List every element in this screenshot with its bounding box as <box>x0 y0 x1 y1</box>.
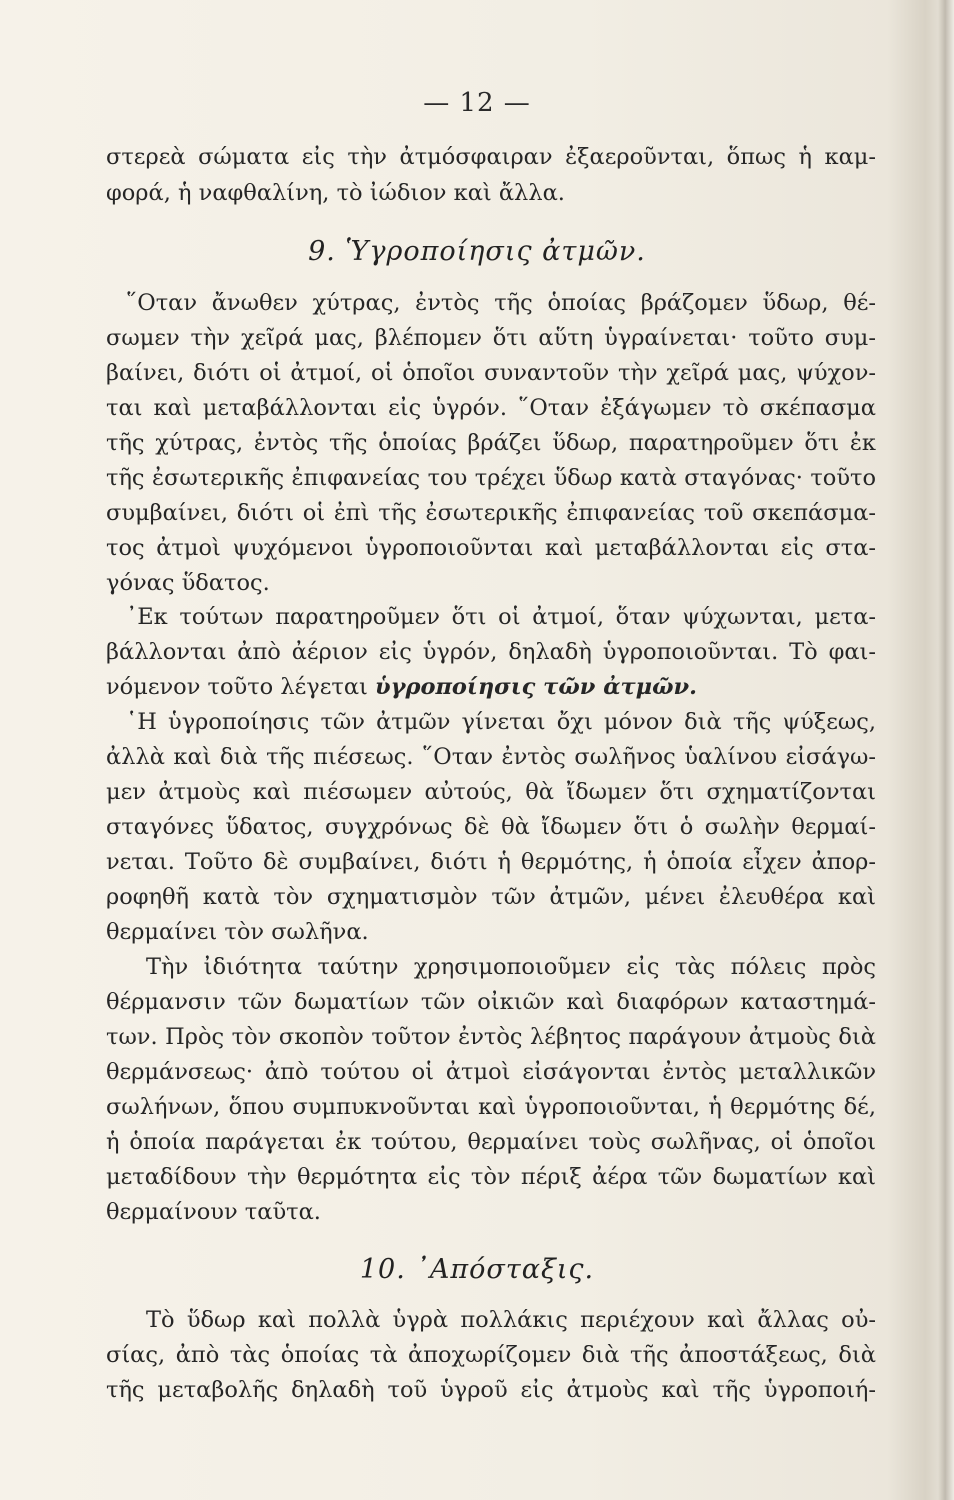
section-heading-10: 10. ᾿Απόσταξις. <box>359 1254 595 1285</box>
paragraph-line: ἡ ὁποία παράγεται ἐκ τούτου, θερμαίνει τοὺς σωλῆνας, οἱ ὁποῖοι <box>106 1129 876 1155</box>
paragraph-line: ται καὶ μεταβάλλονται εἰς ὑγρόν. ῞Οταν ἐξάγωμεν τὸ σκέπασμα <box>106 395 876 421</box>
paragraph-line: θερμαίνει τὸν σωλῆνα. <box>106 919 369 945</box>
paragraph-line: σταγόνες ὕδατος, συγχρόνως δὲ θὰ ἴδωμεν ὅτι ὁ σωλὴν θερμαί- <box>106 814 876 840</box>
text-line: στερεὰ σώματα εἰς τὴν ἀτμόσφαιραν ἐξαεροῦνται, ὅπως ἡ καμ- <box>106 144 876 170</box>
paragraph-line: γόνας ὕδατος. <box>106 570 270 596</box>
section-heading-9: 9. Ὑγροποίησις ἀτμῶν. <box>308 236 646 267</box>
paragraph-line: θερμάνσεως· ἀπὸ τούτου οἱ ἀτμοὶ εἰσάγονται ἐντὸς μεταλλικῶν <box>106 1059 876 1085</box>
emphasis-term: ὑγροποίησις τῶν ἀτμῶν. <box>375 674 697 700</box>
paragraph-line: νεται. Τοῦτο δὲ συμβαίνει, διότι ἡ θερμότης, ἡ ὁποία εἶχεν ἀπορ- <box>106 849 876 875</box>
paragraph-line: ροφηθῆ κατὰ τὸν σχηματισμὸν τῶν ἀτμῶν, μένει ἐλευθέρα καὶ <box>106 884 876 910</box>
paragraph-line: τῆς ἐσωτερικῆς ἐπιφανείας του τρέχει ὕδωρ κατὰ σταγόνας· τοῦτο <box>106 465 876 491</box>
paragraph-line: θέρμανσιν τῶν δωματίων τῶν οἰκιῶν καὶ διαφόρων καταστημά- <box>106 989 876 1015</box>
paragraph-line: μεν ἀτμοὺς καὶ πιέσωμεν αὐτούς, θὰ ἴδωμεν ὅτι σχηματίζονται <box>106 779 876 805</box>
paragraph-line: βάλλονται ἀπὸ ἀέριον εἰς ὑγρόν, δηλαδὴ ὑγροποιοῦνται. Τὸ φαι- <box>106 639 876 665</box>
paragraph-line: τῆς μεταβολῆς δηλαδὴ τοῦ ὑγροῦ εἰς ἀτμοὺς καὶ τῆς ὑγροποιή- <box>106 1377 876 1403</box>
paragraph-line: ῞Οταν ἄνωθεν χύτρας, ἐντὸς τῆς ὁποίας βράζομεν ὕδωρ, θέ- <box>126 290 876 316</box>
paragraph-line: σωλήνων, ὅπου συμπυκνοῦνται καὶ ὑγροποιοῦνται, ἡ θερμότης δέ, <box>106 1094 876 1120</box>
paragraph-line: συμβαίνει, διότι οἱ ἐπὶ τῆς ἐσωτερικῆς ἐπιφανείας τοῦ σκεπάσμα- <box>106 500 876 526</box>
paragraph-line: τος ἀτμοὶ ψυχόμενοι ὑγροποιοῦνται καὶ μεταβάλλονται εἰς στα- <box>106 535 876 561</box>
paragraph-line: θερμαίνουν ταῦτα. <box>106 1199 321 1225</box>
paragraph-line: βαίνει, διότι οἱ ἀτμοί, οἱ ὁποῖοι συναντοῦν τὴν χεῖρά μας, ψύχον- <box>106 360 876 386</box>
paragraph-line-with-emphasis <box>106 674 876 700</box>
paragraph-line: σωμεν τὴν χεῖρά μας, βλέπομεν ὅτι αὕτη ὑγραίνεται· τοῦτο συμ- <box>106 325 876 351</box>
paragraph-line: σίας, ἀπὸ τὰς ὁποίας τὰ ἀποχωρίζομεν διὰ τῆς ἀποστάξεως, διὰ <box>106 1342 876 1368</box>
paragraph-line: ᾿Εκ τούτων παρατηροῦμεν ὅτι οἱ ἀτμοί, ὅταν ψύχωνται, μετα- <box>126 604 876 630</box>
paragraph-line: Τὴν ἰδιότητα ταύτην χρησιμοποιοῦμεν εἰς τὰς πόλεις πρὸς <box>146 954 876 980</box>
paragraph-line: μεταδίδουν τὴν θερμότητα εἰς τὸν πέριξ ἀέρα τῶν δωματίων καὶ <box>106 1164 876 1190</box>
page-number: — 12 — <box>423 88 531 118</box>
text-line: φορά, ἡ ναφθαλίνη, τὸ ἰώδιον καὶ ἄλλα. <box>106 180 565 206</box>
paragraph-line: τῆς χύτρας, ἐντὸς τῆς ὁποίας βράζει ὕδωρ, παρατηροῦμεν ὅτι ἐκ <box>106 430 876 456</box>
paragraph-line: ῾Η ὑγροποίησις τῶν ἀτμῶν γίνεται ὄχι μόνον διὰ τῆς ψύξεως, <box>126 709 876 735</box>
paragraph-line: ἀλλὰ καὶ διὰ τῆς πιέσεως. ῞Οταν ἐντὸς σωλῆνος ὑαλίνου εἰσάγω- <box>106 744 876 770</box>
paragraph-line: των. Πρὸς τὸν σκοπὸν τοῦτον ἐντὸς λέβητος παράγουν ἀτμοὺς διὰ <box>106 1024 876 1050</box>
paragraph-line: Τὸ ὕδωρ καὶ πολλὰ ὑγρὰ πολλάκις περιέχουν καὶ ἄλλας οὐ- <box>146 1307 876 1333</box>
paragraph-line-start: νόμενον τοῦτο λέγεται <box>106 674 368 700</box>
